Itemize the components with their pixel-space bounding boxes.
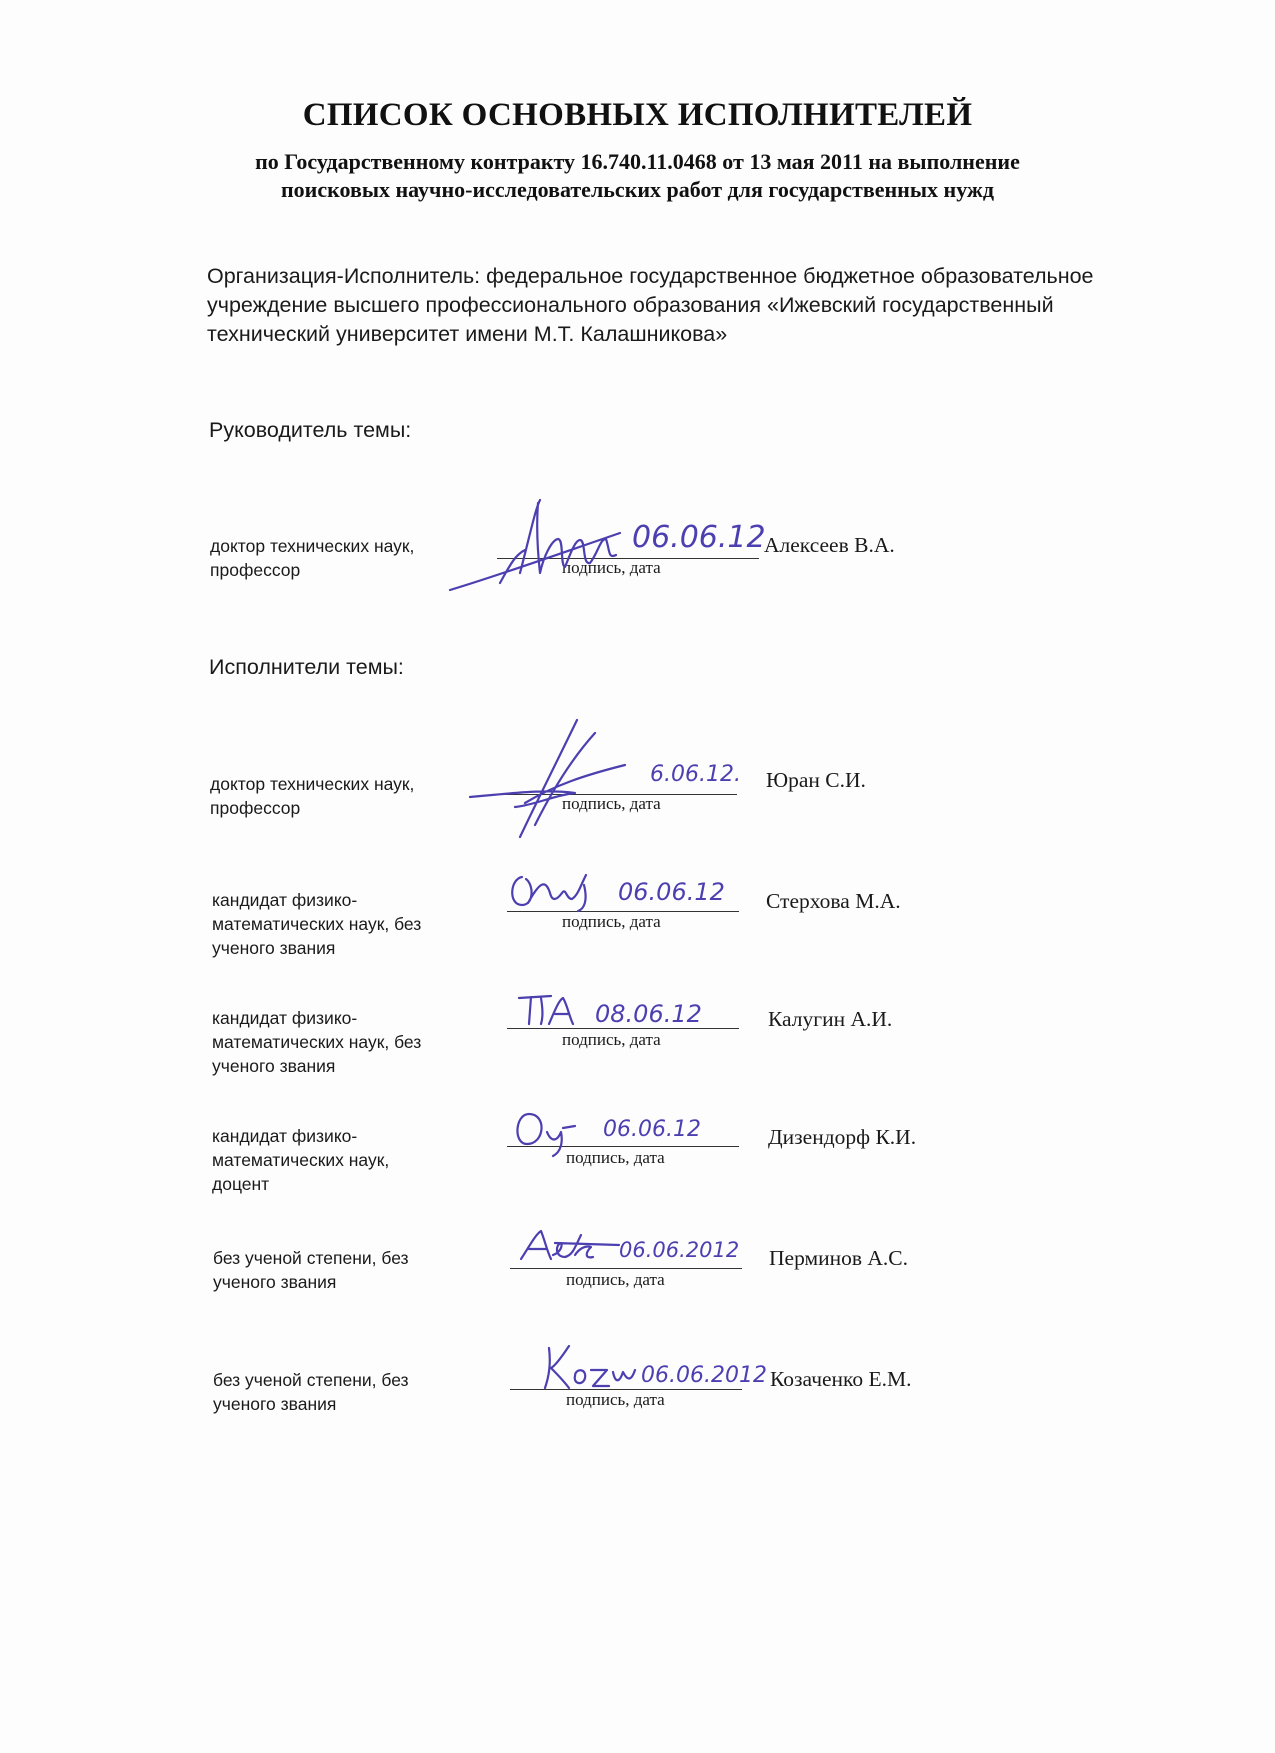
performer-handwritten-date: 06.06.12 (603, 1117, 701, 1142)
performer-signature-label: подпись, дата (566, 1270, 665, 1289)
performer-signature-label: подпись, дата (562, 912, 661, 931)
performer-role-line: профессор (210, 798, 301, 818)
performer-role-line: кандидат физико- (212, 1126, 358, 1146)
performer-role-line: математических наук, без (212, 1032, 422, 1052)
performer-signature (515, 1225, 755, 1270)
performer-role-line: ученого звания (213, 1272, 337, 1292)
performer-role-line: математических наук, (212, 1150, 390, 1170)
performer-signature-label: подпись, дата (566, 1390, 665, 1409)
performer-handwritten-date: 06.06.12 (618, 878, 725, 906)
performer-role (210, 772, 460, 820)
performer-handwritten-date: 08.06.12 (595, 1000, 702, 1028)
performer-role-line: без ученой степени, без (213, 1370, 409, 1390)
performer-role-line: ученого звания (212, 1056, 336, 1076)
performer-role (212, 1124, 462, 1196)
subtitle-line-2: поисковых научно-исследовательских работ для государственных нужд (280, 177, 994, 202)
performer-signature (505, 1108, 745, 1158)
performer-name: Стерхова М.А. (766, 889, 901, 913)
performer-name: Калугин А.И. (768, 1007, 893, 1031)
performer-signature (535, 1340, 775, 1395)
leader-role-line-2: профессор (210, 560, 301, 580)
performer-name: Юран С.И. (766, 768, 866, 792)
performer-role (212, 888, 462, 960)
organization-line-1: Организация-Исполнитель: федеральное государственное бюджетное образовательное (207, 264, 1094, 288)
performer-name: Перминов А.С. (769, 1246, 909, 1270)
leader-signature-label: подпись, дата (562, 558, 661, 577)
leader-role (210, 534, 460, 582)
performer-signature (505, 990, 745, 1030)
contract-subtitle (180, 148, 1095, 204)
organization-line-2: учреждение высшего профессионального образования «Ижевский государственный (207, 293, 1054, 317)
performer-signature (465, 715, 765, 845)
performer-role-line: кандидат физико- (212, 890, 358, 910)
performer-role (213, 1246, 463, 1294)
performer-name: Дизендорф К.И. (768, 1125, 917, 1149)
performer-signature-label: подпись, дата (566, 1148, 665, 1167)
performer-handwritten-date: 6.06.12. (650, 762, 741, 787)
performer-role-line: ученого звания (213, 1394, 337, 1414)
organization-line-3: технический университет имени М.Т. Калашникова» (207, 322, 728, 346)
performer-signature-label: подпись, дата (562, 1030, 661, 1049)
performer-role-line: доцент (212, 1174, 270, 1194)
leader-role-line-1: доктор технических наук, (210, 536, 415, 556)
performer-role (213, 1368, 463, 1416)
performer-role (212, 1006, 462, 1078)
performer-name: Козаченко Е.М. (770, 1367, 912, 1391)
performer-role-line: ученого звания (212, 938, 336, 958)
performer-handwritten-date: 06.06.2012 (641, 1363, 767, 1388)
performer-role-line: математических наук, без (212, 914, 422, 934)
leader-name: Алексеев В.А. (764, 533, 895, 557)
page-title: СПИСОК ОСНОВНЫХ ИСПОЛНИТЕЛЕЙ (302, 97, 973, 133)
leader-heading: Руководитель темы: (209, 418, 412, 442)
performer-role-line: доктор технических наук, (210, 774, 415, 794)
organization-block (207, 262, 1167, 349)
performer-role-line: без ученой степени, без (213, 1248, 409, 1268)
performer-signature (500, 865, 740, 915)
leader-signature (440, 495, 770, 595)
performer-handwritten-date: 06.06.2012 (619, 1238, 740, 1262)
subtitle-line-1: по Государственному контракту 16.740.11.0468 от 13 мая 2011 на выполнение (255, 149, 1020, 174)
performer-role-line: кандидат физико- (212, 1008, 358, 1028)
performers-heading: Исполнители темы: (209, 655, 404, 679)
leader-handwritten-date: 06.06.12 (632, 520, 766, 555)
performer-signature-label: подпись, дата (562, 794, 661, 813)
